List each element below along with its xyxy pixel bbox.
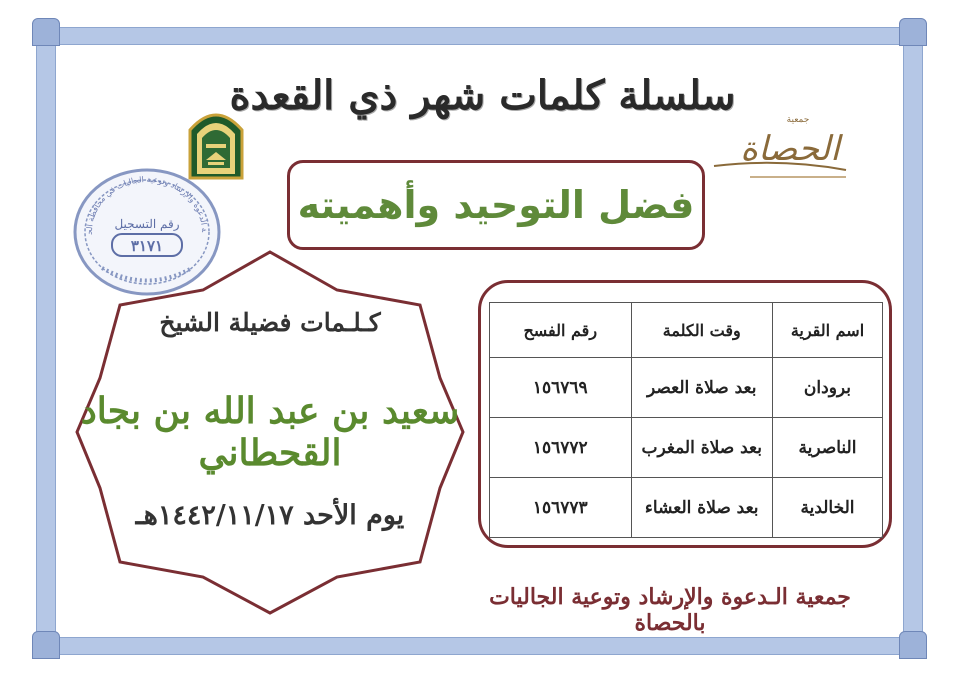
time-cell: بعد صلاة العشاء [631,478,772,538]
permit-cell: ١٥٦٧٧٣ [490,478,632,538]
table-row [490,478,883,538]
svg-text:الحصاة: الحصاة [740,129,840,169]
permit-cell: ١٥٦٧٧٢ [490,418,632,478]
frame-corner-bottom-left [32,631,60,659]
header-permit: رقم الفسح [490,303,632,358]
frame-corner-top-left [32,18,60,46]
speaker-intro: كـلـمات فضيلة الشيخ [159,308,381,337]
table-row [490,358,883,418]
table-header-row [490,303,883,358]
speaker-panel [75,250,465,615]
time-cell: بعد صلاة العصر [631,358,772,418]
svg-text:جمعية: جمعية [786,115,810,125]
lecture-date: يوم الأحد ١٤٤٢/١١/١٧هـ [135,500,405,531]
village-cell: الناصرية [772,418,882,478]
lecture-subject: فضل التوحيد وأهميته [297,183,695,227]
village-cell: برودان [772,358,882,418]
page-title: سلسلة كلمات شهر ذي القعدة [229,72,736,119]
svg-text:رقم التسجيل: رقم التسجيل [114,217,180,231]
svg-text:جمعية الدعوة والإرشاد وتوعية ا: ة الدعوة والإرشاد وتوعية الجاليات في محافظة الح [84,174,210,235]
header-time: وقت الكلمة [631,303,772,358]
svg-text:٣١٧١: ٣١٧١ [130,237,164,255]
subject-box [287,160,705,250]
schedule-panel [478,280,892,548]
hasa-association-logo-icon [710,108,850,188]
permit-cell: ١٥٦٧٦٩ [490,358,632,418]
frame-corner-top-right [899,18,927,46]
frame-bottom [40,637,917,655]
frame-top [40,27,917,45]
header-village: اسم القرية [772,303,882,358]
speaker-name: سعيد بن عبد الله بن بجاد القحطاني [80,390,460,474]
organization-footer: جمعية الـدعوة والإرشاد وتوعية الجاليات بالحصاة [489,584,851,636]
frame-corner-bottom-right [899,631,927,659]
village-cell: الخالدية [772,478,882,538]
table-row [490,418,883,478]
time-cell: بعد صلاة المغرب [631,418,772,478]
schedule-table [489,302,883,538]
